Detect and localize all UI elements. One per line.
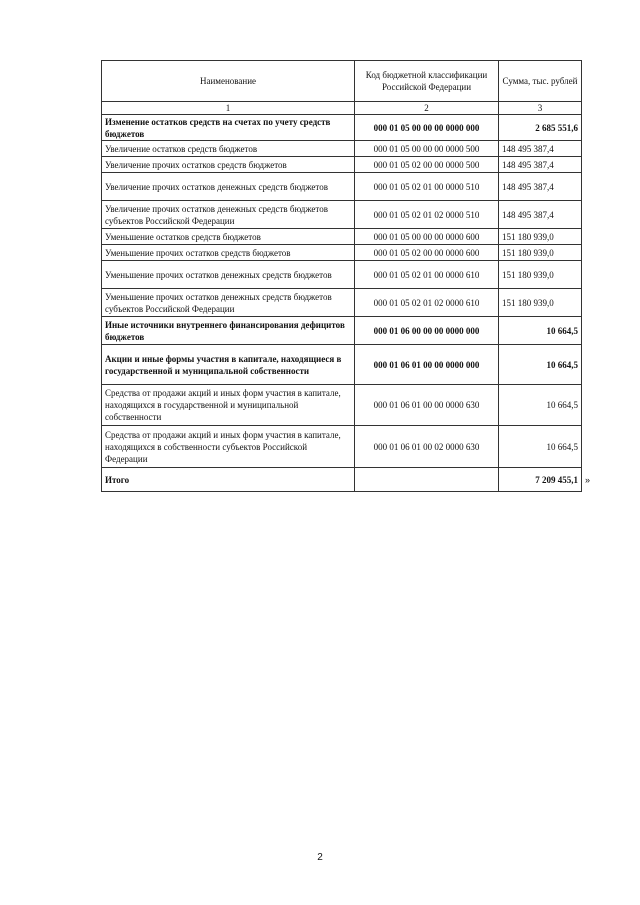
row-name: Уменьшение остатков средств бюджетов [102,229,355,245]
table-row [102,141,582,157]
total-code [355,468,499,492]
table-row [102,426,582,468]
table-row [102,173,582,201]
row-code: 000 01 06 01 00 00 0000 630 [355,385,499,426]
row-code: 000 01 05 02 00 00 0000 600 [355,245,499,261]
row-code: 000 01 05 00 00 00 0000 500 [355,141,499,157]
table-row [102,229,582,245]
row-sum: 151 180 939,0 [499,289,582,317]
column-number: 3 [499,102,582,115]
row-name: Уменьшение прочих остатков средств бюджетов [102,245,355,261]
table-row [102,245,582,261]
row-sum: 148 495 387,4 [499,201,582,229]
header-sum: Сумма, тыс. рублей [499,61,582,102]
row-name: Увеличение прочих остатков денежных средств бюджетов субъектов Российской Федерации [102,201,355,229]
row-code: 000 01 05 02 01 02 0000 510 [355,201,499,229]
row-sum: 10 664,5 [499,385,582,426]
column-number: 1 [102,102,355,115]
row-code: 000 01 06 01 00 00 0000 000 [355,345,499,385]
header-row [102,61,582,102]
row-code: 000 01 05 02 01 02 0000 610 [355,289,499,317]
row-sum: 10 664,5 [499,317,582,345]
row-sum: 151 180 939,0 [499,245,582,261]
table-row [102,201,582,229]
table-row [102,385,582,426]
row-name: Увеличение прочих остатков средств бюджетов [102,157,355,173]
total-name: Итого [102,468,355,492]
row-code: 000 01 05 00 00 00 0000 600 [355,229,499,245]
row-code: 000 01 05 02 01 00 0000 510 [355,173,499,201]
row-name: Увеличение прочих остатков денежных средств бюджетов [102,173,355,201]
row-name: Уменьшение прочих остатков денежных средств бюджетов [102,261,355,289]
row-code: 000 01 05 00 00 00 0000 000 [355,115,499,141]
row-code: 000 01 05 02 00 00 0000 500 [355,157,499,173]
row-sum: 148 495 387,4 [499,141,582,157]
row-sum: 148 495 387,4 [499,173,582,201]
sources-of-financing-table [101,60,582,492]
page-number: 2 [317,852,323,863]
header-code: Код бюджетной классификации Российской Федерации [355,61,499,102]
total-row [102,468,582,492]
row-code: 000 01 06 00 00 00 0000 000 [355,317,499,345]
table-row [102,157,582,173]
table-row [102,289,582,317]
total-sum: 7 209 455,1 [499,468,582,492]
row-sum: 10 664,5 [499,426,582,468]
header-name: Наименование [102,61,355,102]
table-row [102,317,582,345]
column-number: 2 [355,102,499,115]
table-row [102,345,582,385]
row-name: Уменьшение прочих остатков денежных средств бюджетов субъектов Российской Федерации [102,289,355,317]
row-name: Иные источники внутреннего финансирования дефицитов бюджетов [102,317,355,345]
table-row [102,261,582,289]
row-sum: 148 495 387,4 [499,157,582,173]
row-code: 000 01 05 02 01 00 0000 610 [355,261,499,289]
table-row [102,115,582,141]
row-sum: 10 664,5 [499,345,582,385]
row-name: Средства от продажи акций и иных форм участия в капитале, находящихся в собственности субъектов Российской Федерации [102,426,355,468]
row-sum: 151 180 939,0 [499,261,582,289]
row-name: Акции и иные формы участия в капитале, находящиеся в государственной и муниципальной собственности [102,345,355,385]
row-sum: 2 685 551,6 [499,115,582,141]
row-name: Средства от продажи акций и иных форм участия в капитале, находящихся в государственной и муниципальной собственности [102,385,355,426]
row-name: Изменение остатков средств на счетах по учету средств бюджетов [102,115,355,141]
row-name: Увеличение остатков средств бюджетов [102,141,355,157]
row-code: 000 01 06 01 00 02 0000 630 [355,426,499,468]
row-sum: 151 180 939,0 [499,229,582,245]
closing-quote: » [585,475,591,485]
column-number-row [102,102,582,115]
